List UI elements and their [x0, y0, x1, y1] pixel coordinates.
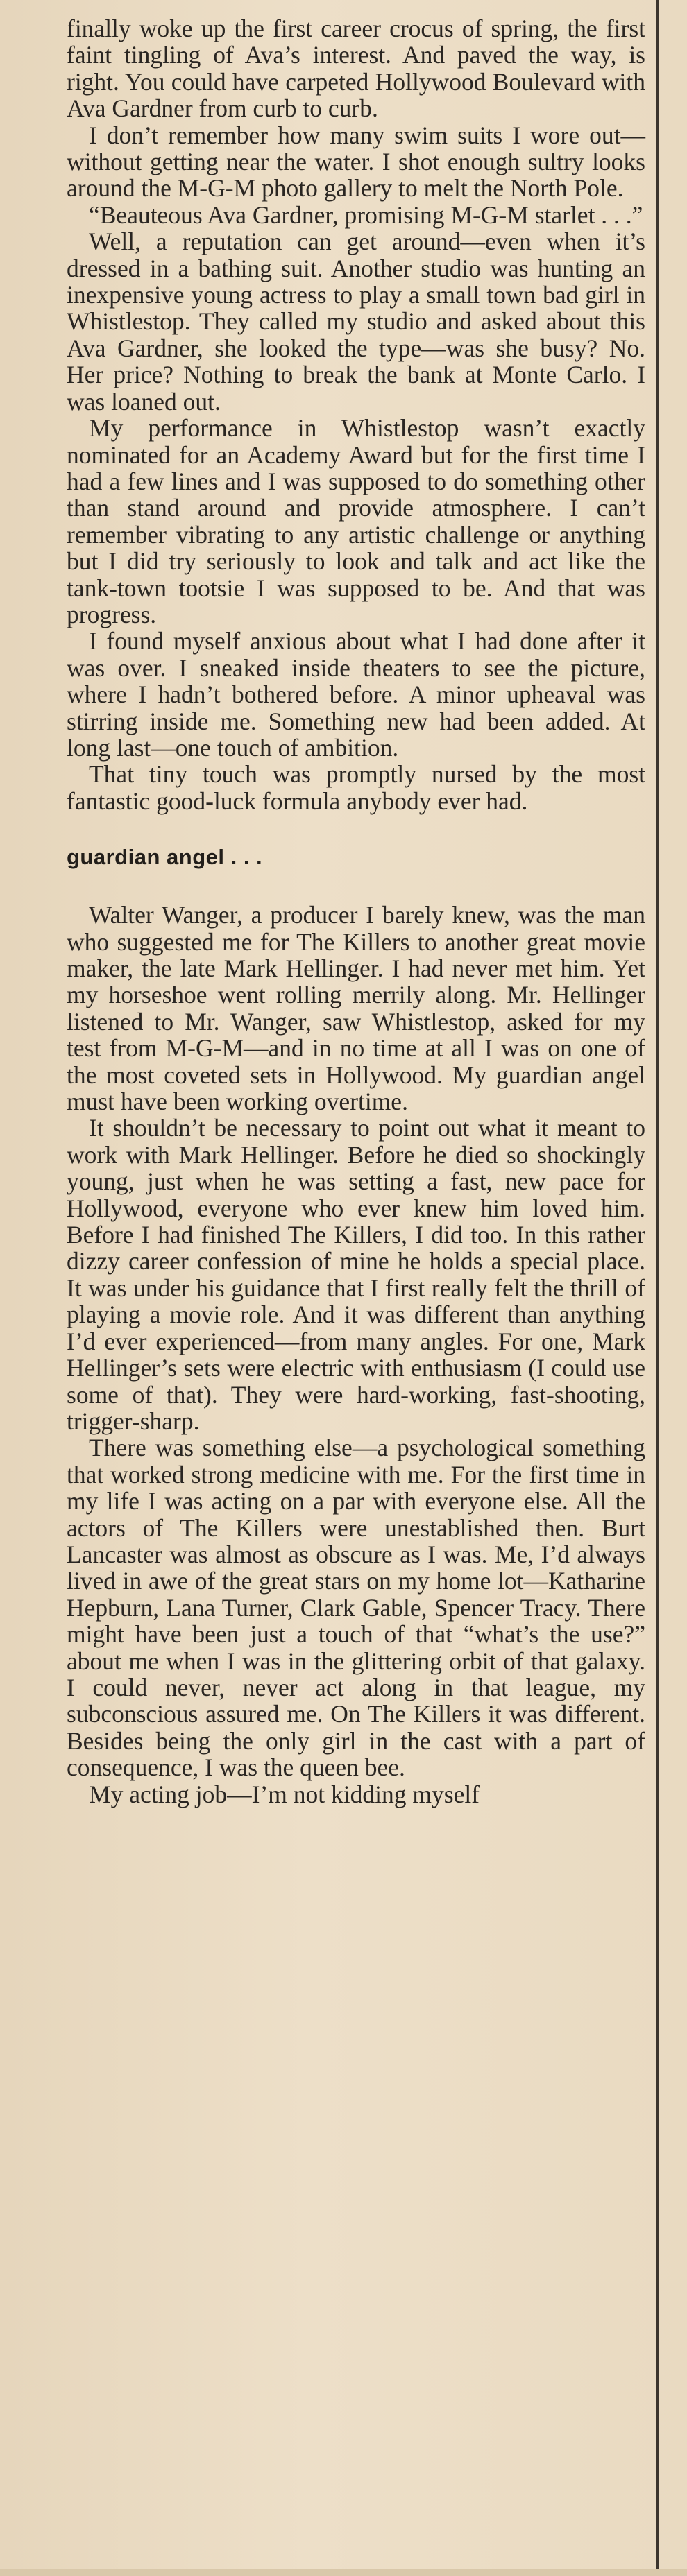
article-paragraph: My acting job—I’m not kidding myself [89, 1780, 480, 1808]
article-column [67, 0, 645, 1808]
article-paragraph: My performance in Whistlestop wasn’t exactly nominated for an Academy Award but for the first time I had a few lines and I was supposed to do something other than stand around and provide atmosphere. I can’t remember vibrating to any artistic challenge or anything but I did try seriously to look and talk and act like the tank-town tootsie I was supposed to be. And that was progress. [67, 414, 645, 628]
page-edge [0, 2569, 687, 2576]
column-divider [656, 0, 659, 2576]
article-paragraph: It shouldn’t be necessary to point out what it meant to work with Mark Hellinger. Before he died so shockingly young, just when he was setting a fast, new pace for Hollywood, everyone who ever knew him loved him. Before I had finished The Killers, I did too. In this rather dizzy career confession of mine he holds a special place. It was under his guidance that I first really felt the thrill of playing a movie role. And it was different than anything I’d ever experienced—from many angles. For one, Mark Hellinger’s sets were electric with enthusiasm (I could use some of that). They were hard-working, fast-shooting, trigger-sharp. [67, 1114, 645, 1435]
article-paragraph: finally woke up the first career crocus of spring, the first faint tingling of Ava’s interest. And paved the way, is right. You could have carpeted Hollywood Boulevard with Ava Gardner from curb to curb. [67, 15, 645, 123]
article-paragraph: I don’t remember how many swim suits I wore out—without getting near the water. I shot enough sultry looks around the M-G-M photo gallery to melt the North Pole. [67, 121, 645, 203]
article-paragraph: That tiny touch was promptly nursed by the most fantastic good-luck formula anybody ever had. [67, 760, 645, 815]
article-paragraph: Well, a reputation can get around—even when it’s dressed in a bathing suit. Another studio was hunting an inexpensive young actress to play a small town bad girl in Whistlestop. They called my studio and asked about this Ava Gardner, she looked the type—was she busy? No. Her price? Nothing to break the bank at Monte Carlo. I was loaned out. [67, 227, 645, 415]
section-subhead: guardian angel . . . [67, 845, 263, 870]
article-paragraph: There was something else—a psychological something that worked strong medicine with me. For the first time in my life I was acting on a par with everyone else. All the actors of The Killers were unestablished then. Burt Lancaster was almost as obscure as I was. Me, I’d always lived in awe of the great stars on my home lot—Katharine Hepburn, Lana Turner, Clark Gable, Spencer Tracy. There might have been just a touch of that “what’s the use?” about me when I was in the glittering orbit of that galaxy. I could never, never act along in that league, my subconscious assured me. On The Killers it was different. Besides being the only girl in the cast with a part of consequence, I was the queen bee. [67, 1434, 645, 1782]
article-paragraph: Walter Wanger, a producer I barely knew, was the man who suggested me for The Killers to another great movie maker, the late Mark Hellinger. I had never met him. Yet my horseshoe went rolling merrily along. Mr. Hellinger listened to Mr. Wanger, saw Whistlestop, asked for my test from M-G-M—and in no time at all I was on one of the most coveted sets in Hollywood. My guardian angel must have been working overtime. [67, 901, 645, 1116]
article-paragraph: I found myself anxious about what I had done after it was over. I sneaked inside theaters to see the picture, where I hadn’t bothered before. A minor upheaval was stirring inside me. Something new had been added. At long last—one touch of ambition. [67, 627, 645, 762]
article-paragraph: “Beauteous Ava Gardner, promising M-G-M starlet . . .” [89, 200, 643, 229]
